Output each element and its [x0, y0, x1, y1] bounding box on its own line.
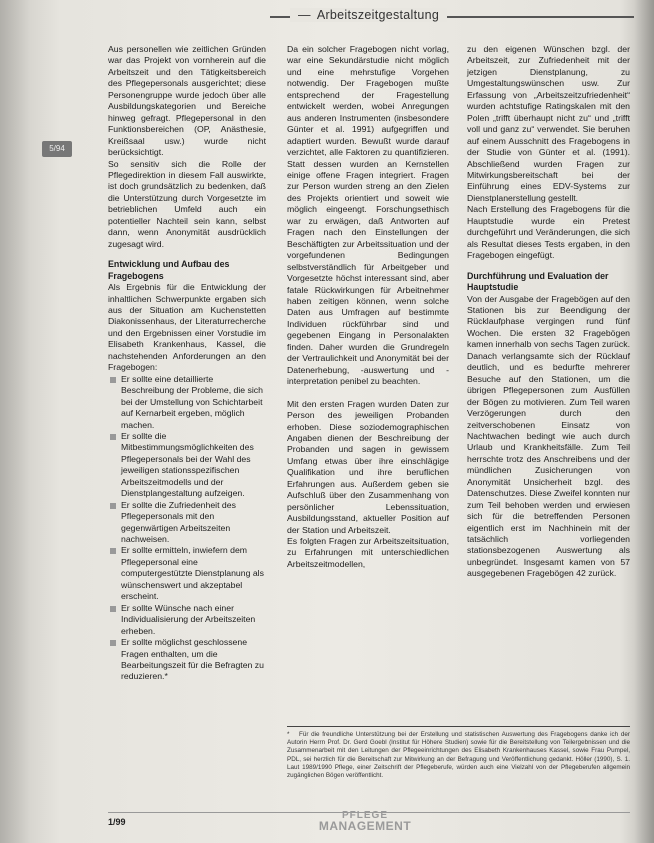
binding-shadow-left	[0, 0, 30, 843]
footnote-mark: *	[287, 731, 290, 738]
paragraph: Aus personellen wie zeitlichen Gründen war das Projekt von vornherein auf die Arbeitszeit und den Tätigkeitsbereich des Pflegepersonals ausgerichtet; diese Personengruppe wurde jedoch über alle Ausbildungskategorien und Bereiche hinweg gefragt. Pflegepersonal in den Funktionsbereichen (OP, Anästhesie, Kreißsaal usw.) wurde nicht berücksichtigt.	[108, 44, 266, 158]
paragraph-gap	[287, 388, 449, 399]
text-column-3	[467, 44, 630, 580]
paragraph: Da ein solcher Fragebogen nicht vorlag, war eine Sekundärstudie nicht möglich und eine mehrstufige Vorgehen notwendig. Der Fragebogen mußte entsprechend der Fragestellung entwickelt werden, wobei Anregungen aus anderen Instrumenten (insbesondere Günter et al. 1991) aufgegriffen und adaptiert wurden. Bewußt wurde darauf verzichtet, alle Faktoren zu quantifizieren. Statt dessen wurden an Kernstellen einige offene Fragen integriert. Fragen zur Person wurden streng an den Zielen des Projekts orientiert und soweit wie möglich eingeengt. Forschungsethisch war zu erwägen, daß Antworten auf Fragen nach den Einstellungen der Beschäftigten zur Arbeitssituation und der vorgefundenen Bedingungen selbstverständlich für Arbeitgeber und Vorgesetzte höchst interessant sind, aber fatale Rückwirkungen für Arbeitnehmer haben zeitigen können, wenn solche Daten aus Umfragen auf bestimmte Individuen rückführbar sind und gegebenen Eingang in Personalakten finden. Daher wurden die Grundregeln der Vertraulichkeit und Anonymität bei der Datenerhebung, -auswertung und -interpretation penibel zu beachten.	[287, 44, 449, 387]
footnote-rule	[287, 726, 630, 727]
running-header	[290, 8, 447, 22]
journal-logo	[300, 811, 430, 832]
paragraph: Als Ergebnis für die Entwicklung der inhaltlichen Schwerpunkte ergaben sich aus der Situation am Kuchenstetten Diakonissenhaus, der Literaturrecherche und den Ergebnissen einer Vorstudie im Elisabeth Krankenhaus, Kassel, die nachstehenden Anforderungen an den Fragebogen:	[108, 282, 266, 373]
list-item: Er sollte ermitteln, inwiefern dem Pflegepersonal eine computergestützte Dienstplanung als wünschenswert und akzeptabel erscheint.	[108, 545, 266, 602]
list-item: Er sollte die Zufriedenheit des Pflegepersonals mit den gegenwärtigen Arbeitszeiten nachweisen.	[108, 500, 266, 546]
paragraph: Mit den ersten Fragen wurden Daten zur Person des jeweiligen Probanden erhoben. Diese soziodemographischen Angaben dienen der Beschreibung der Probanden und sagen in gewissem Umfang etwas über ihre einschlägige Qualifikation und ihre beruflichen Erfahrungen aus. Außerdem geben sie Aufschluß über den Zusammenhang von persönlicher Lebenssituation, Ausbildungsstand, aktueller Position auf der Station und Arbeitszeit.	[287, 398, 449, 535]
paragraph: zu den eigenen Wünschen bzgl. der Arbeitszeit, zur Zufriedenheit mit der jetzigen Dienstplanung, zu Umgestaltungswünschen usw. Zur Erfassung von „Arbeitszeitzufriedenheit“ wurden achtstufige Ratingskalen mit den Polen „trifft überhaupt nicht zu“ und „trifft voll und ganz zu“ verwendet. Sie beruhen auf einem Ausschnitt des Fragebogens in der Studie von Günter et al. (1991). Abschließend wurden Fragen zur Mitwirkungsbereitschaft bei der Einführung eines EDV-Systems zur Dienstplanerstellung gestellt.	[467, 44, 630, 203]
section-heading: Entwicklung und Aufbau des Fragebogens	[108, 259, 230, 281]
section-heading: Durchführung und Evaluation der Hauptstudie	[467, 270, 609, 293]
logo-line-2: MANAGEMENT	[318, 819, 412, 833]
list-item: Er sollte die Mitbestimmungsmöglichkeiten des Pflegepersonals bei der Wahl des jeweiligen stationsspezifischen Arbeitszeitmodells und der Dienstplangestaltung aufzeigen.	[108, 431, 266, 500]
list-item: Er sollte eine detaillierte Beschreibung der Probleme, die sich bei der Umstellung von Schichtarbeit auf Kernarbeit ergeben, möglich machen.	[108, 374, 266, 431]
footnote-text: Für die freundliche Unterstützung bei der Erstellung und statistischen Auswertung des Fragebogens danke ich der Autorin Herrn Prof. Dr. Gerd Goebl (Institut für Höhere Studien) sowie für die Bereitstellung von Teilergebnissen und die Zusammenarbeit mit den Leitungen der Pflegeeinrichtungen des Elisabeth Krankenhauses Kassel, sowie Frau Pumpel, PDL, sei herzlich für die Bereitschaft zur Mitwirkung an der Befragung und Veröffentlichung gedankt. Höller (1990), S. 1. Laut 1989/1990 Pflege, einer Zeitschrift der Pflegeberufe, würden auch eine Vielzahl von der Pflegeberufen allgemein zugänglichen Bögen veröffentlicht.	[287, 731, 630, 780]
paragraph: Von der Ausgabe der Fragebögen auf den Stationen bis zur Beendigung der Rücklaufphase vergingen rund fünf Wochen. Die ersten 32 Fragebögen kamen innerhalb von sechs Tagen zurück. Danach verlangsamte sich der Rücklauf deutlich, und es bedurfte mehrerer Besuche auf den Stationen, um die übrigen Pflegepersonen zum Ausfüllen der Bögen zu motivieren. Zum Teil waren Verzögerungen durch den zeitverschobenen Einsatz von Nachtwachen bedingt wie auch durch Urlaub und Krankheitsfälle. Zum Teil herrschte trotz des Anschreibens und der mündlichen Zusicherungen von Anonymität Unsicherheit bzgl. des Datenschutzes. Diese Zweifel konnten nur zum Teil behoben werden und erwiesen sich für die betreffenden Personen eigentlich erst im Nachhinein mit der tatsächlich vorliegenden stationsbezogenen Auswertung als unbegründet. Insgesamt kamen von 57 ausgegebenen Fragebögen 42 zurück.	[467, 293, 630, 579]
list-item: Er sollte möglichst geschlossene Fragen enthalten, um die Bearbeitungszeit für die Befragten zu reduzieren.*	[108, 637, 266, 683]
paragraph: Es folgten Fragen zur Arbeitszeitsituation, zu Erfahrungen mit unterschiedlichen Arbeitszeitmodellen,	[287, 536, 449, 569]
side-tab-marker: 5/94	[42, 141, 72, 157]
text-column-2	[287, 44, 449, 570]
header-title: Arbeitszeitgestaltung	[316, 8, 440, 22]
footnote	[287, 731, 630, 780]
logo-line-1: PFLEGE	[341, 810, 388, 821]
paragraph: Nach Erstellung des Fragebogens für die Hauptstudie wurde ein Pretest durchgeführt und Veränderungen, die sich als Resultat dieses Tests ergaben, in den Fragebogen eingefügt.	[467, 204, 630, 261]
paragraph: So sensitiv sich die Rolle der Pflegedirektion in diesem Fall auswirkte, ist doch grundsätzlich zu bedenken, daß die Unterstützung durch Vorgesetzte im betrieblichen Umfeld auch ein potentieller Nachteil sein kann, selbst dann, wenn Anonymität ausdrücklich zugesagt wird.	[108, 158, 266, 249]
requirements-list	[108, 374, 266, 683]
list-item: Er sollte Wünsche nach einer Individualisierung der Arbeitszeiten erheben.	[108, 603, 266, 637]
page-edge-shadow	[634, 0, 654, 843]
text-column-1	[108, 44, 266, 683]
header-dash: —	[298, 8, 311, 22]
page-number: 1/99	[108, 817, 126, 827]
